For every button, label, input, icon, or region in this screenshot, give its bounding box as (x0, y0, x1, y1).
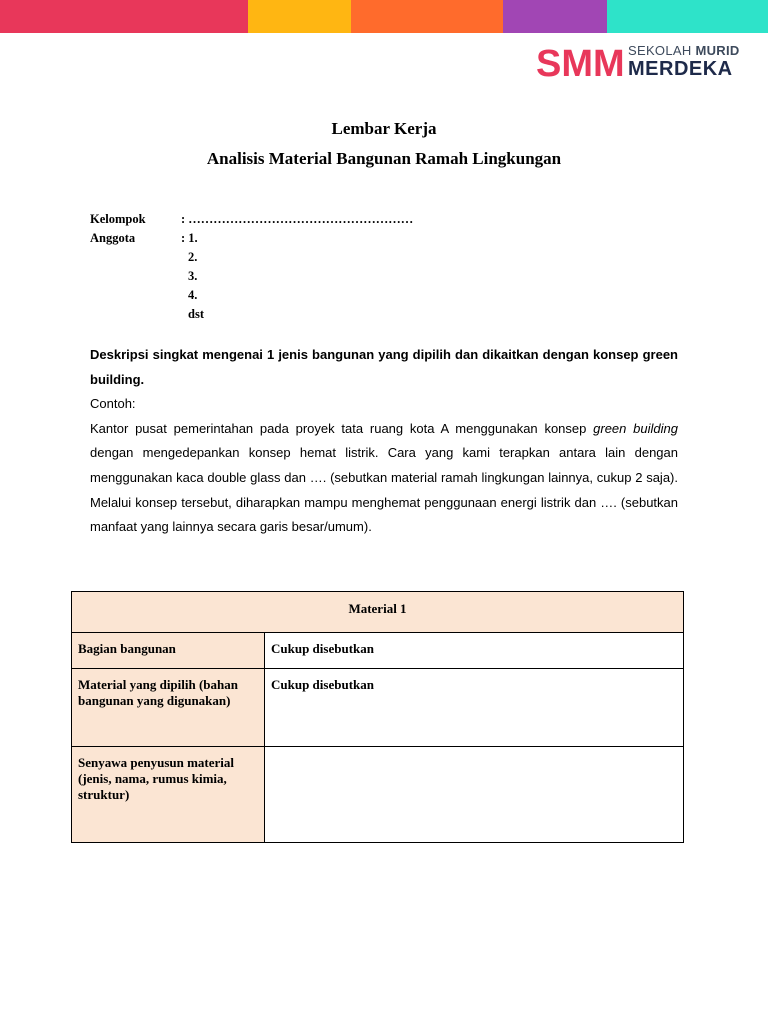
example-paragraph (90, 417, 678, 540)
row-value[interactable]: Cukup disebutkan (265, 633, 684, 669)
color-stripe (0, 0, 768, 33)
example-label: Contoh: (90, 396, 136, 412)
logo-letters: SMM (536, 43, 625, 82)
stripe-teal (607, 0, 768, 33)
row-label: Material yang dipilih (bahan bangunan yang digunakan) (72, 669, 265, 747)
anggota-item: 3. (188, 269, 198, 283)
table-header: Material 1 (72, 592, 684, 633)
anggota-label: Anggota (90, 231, 136, 245)
description-heading: Deskripsi singkat mengenai 1 jenis bangunan yang dipilih dan dikaitkan dengan konsep green building. (90, 347, 678, 387)
row-value[interactable]: Cukup disebutkan (265, 669, 684, 747)
logo-merdeka: MERDEKA (628, 58, 733, 80)
anggota-item: : 1. (181, 231, 198, 245)
material-table (71, 591, 684, 843)
kelompok-label: Kelompok (90, 212, 146, 226)
brand-wordmark (628, 44, 740, 79)
row-label: Bagian bangunan (72, 633, 265, 669)
row-label: Senyawa penyusun material (jenis, nama, rumus kimia, struktur) (72, 747, 265, 843)
stripe-yellow (248, 0, 351, 33)
example-text-italic: green building (593, 420, 678, 436)
page-title: Lembar Kerja (331, 119, 437, 138)
page-subtitle: Analisis Material Bangunan Ramah Lingkungan (206, 149, 562, 168)
stripe-red (0, 0, 248, 33)
stripe-purple (503, 0, 607, 33)
row-value[interactable] (265, 747, 684, 843)
anggota-item: 2. (188, 250, 198, 264)
anggota-item: 4. (188, 288, 198, 302)
example-text-part1: Kantor pusat pemerintahan pada proyek tata ruang kota A menggunakan konsep (90, 420, 594, 436)
identity-block (90, 210, 413, 324)
example-text-part2: dengan mengedepankan konsep hemat listrik. Cara yang kami terapkan antara lain dengan menggunakan kaca double glass dan …. (sebutkan material ramah lingkungan lainnya, cukup 2 saja). Melalui konsep tersebut, diharapkan mampu menghemat penggunaan energi listrik dan …. (sebutkan manfaat yang lainnya secara garis besar/umum). (90, 445, 678, 535)
kelompok-field: : ……………………………………………… (181, 212, 414, 226)
logo-murid: MURID (695, 43, 740, 58)
stripe-orange (351, 0, 503, 33)
anggota-item: dst (188, 307, 204, 321)
description-block (90, 343, 678, 540)
logo-sekolah: SEKOLAH (628, 43, 692, 58)
